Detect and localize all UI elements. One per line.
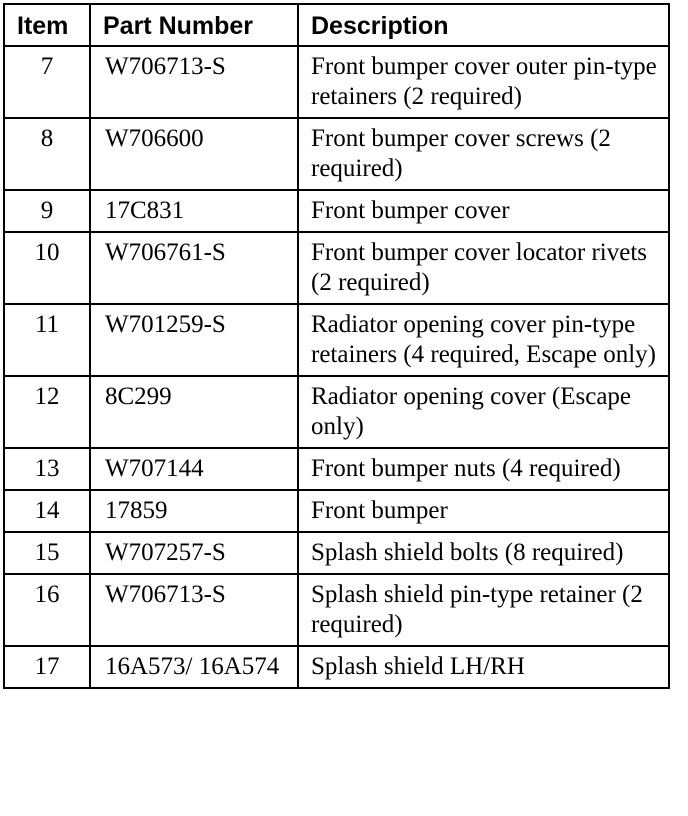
- description-cell: Front bumper cover locator rivets (2 required): [298, 232, 669, 304]
- description-cell: Radiator opening cover pin-type retainers (4 required, Escape only): [298, 304, 669, 376]
- description-cell: Front bumper cover: [298, 190, 669, 232]
- item-cell: 12: [4, 376, 90, 448]
- part-number-cell: W707144: [90, 448, 298, 490]
- part-number-cell: W707257-S: [90, 532, 298, 574]
- part-number-cell: W706713-S: [90, 574, 298, 646]
- header-description: Description: [298, 4, 669, 46]
- header-item: Item: [4, 4, 90, 46]
- part-number-cell: 8C299: [90, 376, 298, 448]
- item-cell: 9: [4, 190, 90, 232]
- part-number-cell: W706761-S: [90, 232, 298, 304]
- part-number-cell: W706713-S: [90, 46, 298, 118]
- part-number-cell: 17C831: [90, 190, 298, 232]
- item-cell: 8: [4, 118, 90, 190]
- header-row: [4, 4, 669, 46]
- part-number-cell: 17859: [90, 490, 298, 532]
- table-row: [4, 232, 669, 304]
- description-cell: Splash shield LH/RH: [298, 646, 669, 688]
- description-cell: Splash shield pin-type retainer (2 required): [298, 574, 669, 646]
- table-row: [4, 448, 669, 490]
- table-row: [4, 304, 669, 376]
- description-cell: Front bumper nuts (4 required): [298, 448, 669, 490]
- item-cell: 17: [4, 646, 90, 688]
- description-cell: Front bumper: [298, 490, 669, 532]
- part-number-cell: W701259-S: [90, 304, 298, 376]
- part-number-cell: 16A573/ 16A574: [90, 646, 298, 688]
- description-cell: Radiator opening cover (Escape only): [298, 376, 669, 448]
- table-body: [4, 46, 669, 688]
- table-row: [4, 574, 669, 646]
- item-cell: 10: [4, 232, 90, 304]
- table-row: [4, 490, 669, 532]
- item-cell: 11: [4, 304, 90, 376]
- table-row: [4, 46, 669, 118]
- table-row: [4, 376, 669, 448]
- item-cell: 13: [4, 448, 90, 490]
- part-number-cell: W706600: [90, 118, 298, 190]
- table-header: [4, 4, 669, 46]
- table-row: [4, 646, 669, 688]
- header-part-number: Part Number: [90, 4, 298, 46]
- item-cell: 16: [4, 574, 90, 646]
- item-cell: 7: [4, 46, 90, 118]
- item-cell: 14: [4, 490, 90, 532]
- item-cell: 15: [4, 532, 90, 574]
- table-row: [4, 532, 669, 574]
- table-row: [4, 118, 669, 190]
- description-cell: Front bumper cover outer pin-type retainers (2 required): [298, 46, 669, 118]
- description-cell: Splash shield bolts (8 required): [298, 532, 669, 574]
- parts-table: [3, 3, 670, 689]
- table-row: [4, 190, 669, 232]
- description-cell: Front bumper cover screws (2 required): [298, 118, 669, 190]
